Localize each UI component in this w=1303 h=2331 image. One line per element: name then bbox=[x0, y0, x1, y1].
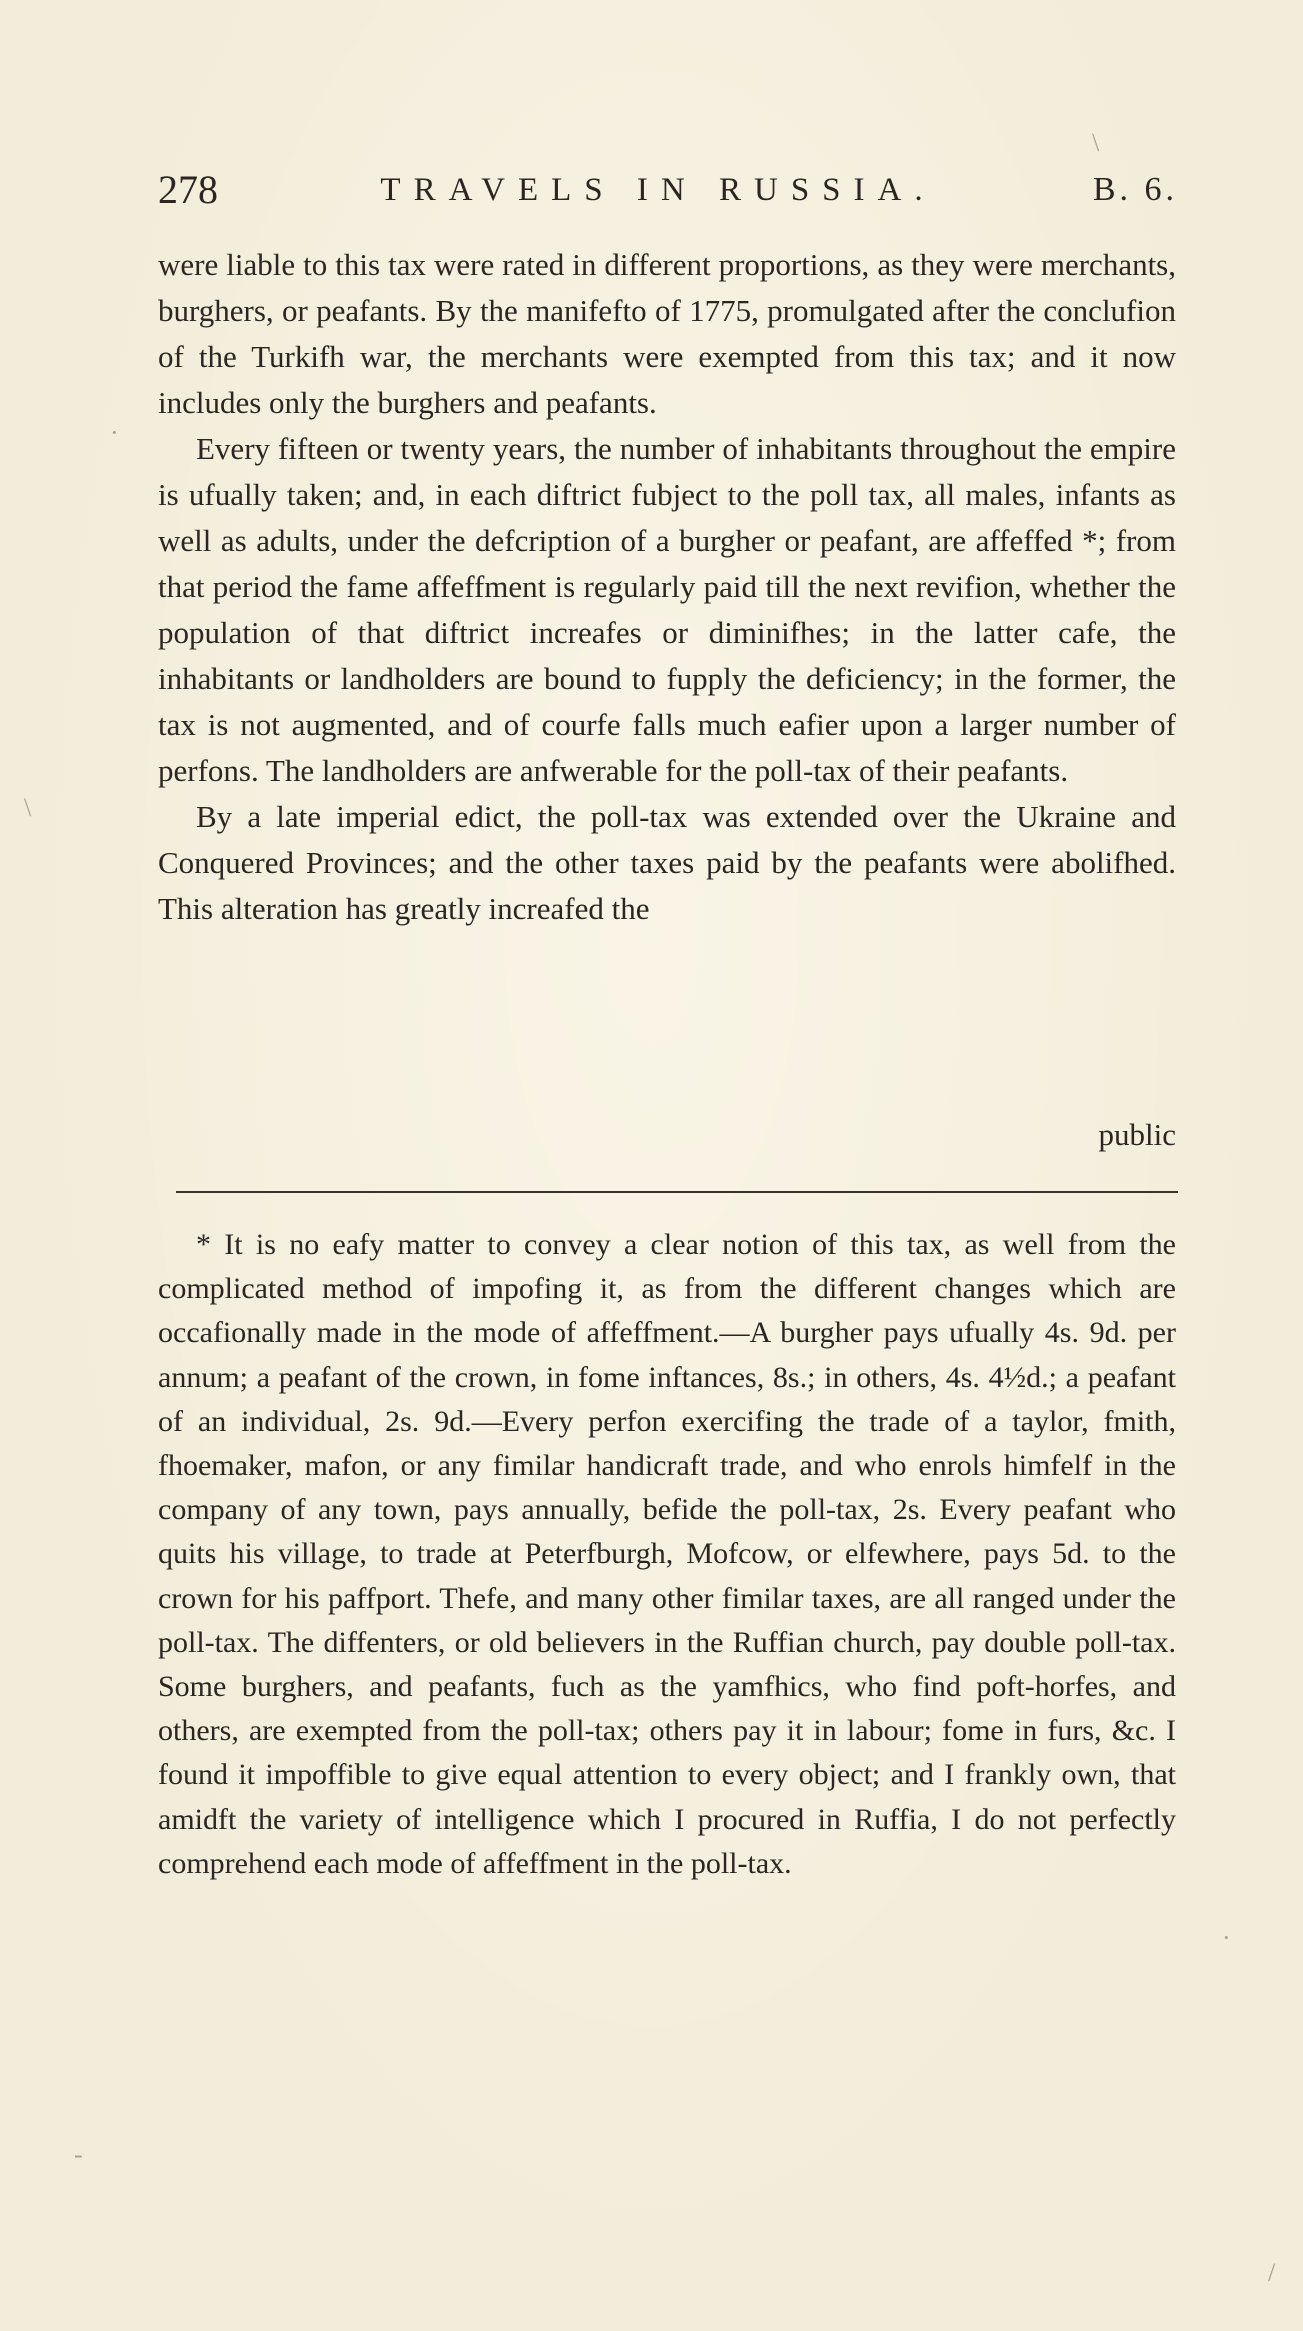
catchword: public bbox=[1098, 1117, 1176, 1152]
paragraph-census: Every fifteen or twenty years, the number of inhabitants throughout the empire is ufually taken; and, in each diftrict fubject to the poll tax, all males, infants as well as adults, under the defcription of a burgher or peafant, are affeffed *; from that period the fame affeffment is regularly paid till the next revifion, whether the population of that diftrict increafes or diminifhes; in the latter cafe, the inhabitants or landholders are bound to fupply the deficiency; in the former, the tax is not augmented, and of courfe falls much eafier upon a larger number of perfons. The landholders are anfwerable for the poll-tax of their peafants. bbox=[158, 431, 1176, 788]
main-text bbox=[158, 242, 1176, 932]
paragraph-imperial-edict: By a late imperial edict, the poll-tax was extended over the Ukraine and Conquered Provinces; and the other taxes paid by the peafants were abolifhed. This alteration has greatly increafed the bbox=[158, 799, 1176, 926]
paper-speck: · bbox=[1222, 1923, 1231, 1952]
footnote: * It is no eafy matter to convey a clear notion of this tax, as well from the complicated method of impofing it, as from the different changes which are occafionally made in the mode of affeffment.—A burgher pays ufually 4s. 9d. per annum; a peafant of the crown, in fome inftances, 8s.; in others, 4s. 4½d.; a peafant of an individual, 2s. 9d.—Every perfon exercifing the trade of a taylor, fmith, fhoemaker, mafon, or any fimilar handicraft trade, and who enrols himfelf in the company of any town, pays annually, befide the poll-tax, 2s. Every peafant who quits his village, to trade at Peterfburgh, Mofcow, or elfewhere, pays 5d. to the crown for his paffport. Thefe, and many other fimilar taxes, are all ranged under the poll-tax. The diffenters, or old believers in the Ruffian church, pay double poll-tax. Some burghers, and peafants, fuch as the yamfhics, who find poft-horfes, and others, are exempted from the poll-tax; others pay it in labour; fome in furs, &c. I found it impoffible to give equal attention to every object; and I frankly own, that amidft the variety of intelligence which I procured in Ruffia, I do not perfectly comprehend each mode of affeffment in the poll-tax. bbox=[158, 1228, 1176, 1880]
page-header bbox=[158, 165, 1178, 215]
running-title: TRAVELS IN RUSSIA. bbox=[380, 172, 936, 208]
paragraph-continued: were liable to this tax were rated in different proportions, as they were merchants, burghers, or peafants. By the manifefto of 1775, promulgated after the conclufion of the Turkifh war, the merchants were exempted from this tax; and it now includes only the burghers and peafants. bbox=[158, 247, 1176, 420]
paper-speck: / bbox=[1268, 2258, 1276, 2287]
paper-speck: - bbox=[74, 2140, 83, 2169]
paper-speck: · bbox=[110, 418, 119, 447]
book-reference: B. 6. bbox=[1092, 171, 1178, 208]
paper-speck: \ bbox=[24, 793, 32, 822]
paper-speck: \ bbox=[1092, 128, 1100, 157]
footnote-divider bbox=[176, 1191, 1178, 1193]
page-number: 278 bbox=[158, 167, 218, 212]
